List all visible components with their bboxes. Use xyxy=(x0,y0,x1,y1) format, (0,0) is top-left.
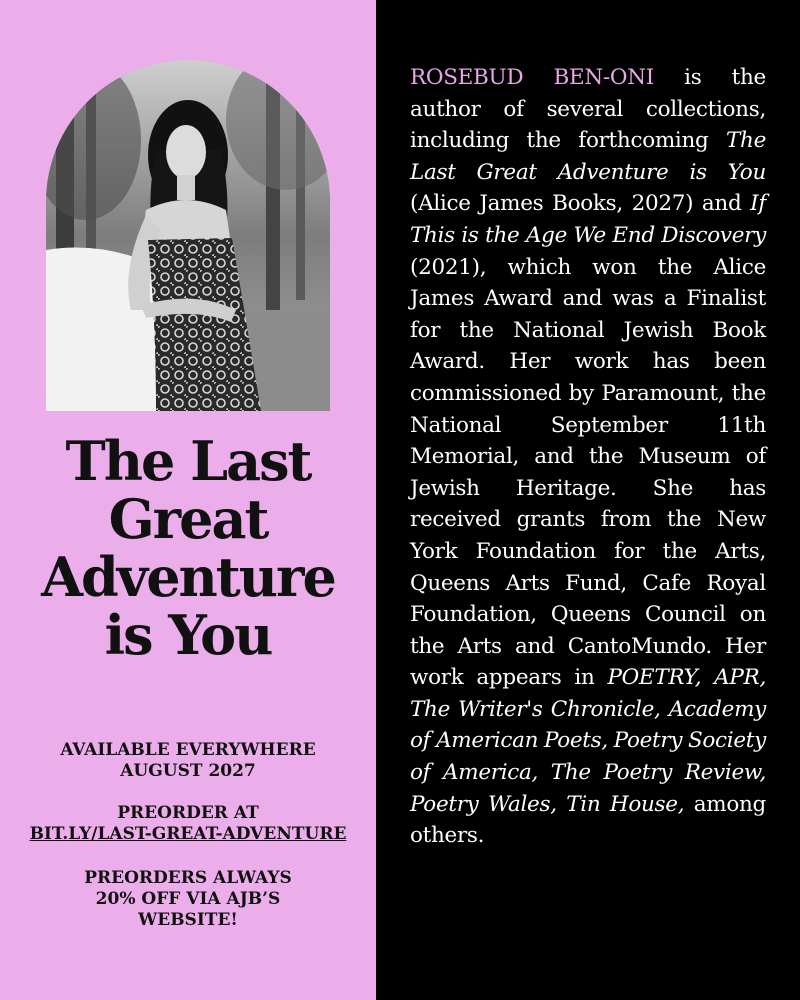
availability-line: AVAILABLE EVERYWHERE xyxy=(60,740,316,760)
title-line: Great xyxy=(108,487,268,551)
title-line: The Last xyxy=(65,429,311,493)
author-name: ROSEBUD BEN-ONI xyxy=(410,65,654,90)
author-bio xyxy=(410,62,766,852)
bio-text: is the author of several collections, including the forthcoming xyxy=(410,65,766,154)
book-title-forthcoming: The Last Great Adventure is You xyxy=(410,128,766,185)
portrait-illustration xyxy=(46,60,330,411)
availability-date: AUGUST 2027 xyxy=(120,761,256,781)
discount-note xyxy=(0,868,376,931)
availability-note xyxy=(0,740,376,782)
author-photo xyxy=(46,60,330,411)
bio-text: (2021), which won the Alice James Award and was a Finalist for the National Jewish Book Award. Her work has been commissioned by Paramount, the National September 11th Memorial, and the Museum of Jewish Heritage. She has received grants from the New York Foundation for the Arts, Queens Arts Fund, Cafe Royal Foundation, Queens Council on the Arts and CantoMundo. Her work appears in xyxy=(410,254,766,691)
book-title-previous: If This is the Age We End Discovery xyxy=(410,191,766,248)
title-line: Adventure xyxy=(41,545,335,609)
left-panel xyxy=(0,0,376,1000)
bio-text: among others. xyxy=(410,791,767,849)
publication-list: POETRY, APR, The Writer's Chronicle, Academy of American Poets, Poetry Society of America, The Poetry Review, Poetry Wales, Tin House, xyxy=(410,665,766,817)
title-line: is You xyxy=(104,603,272,667)
preorder-link[interactable]: BIT.LY/LAST-GREAT-ADVENTURE xyxy=(29,824,347,844)
discount-line: PREORDERS ALWAYS xyxy=(84,868,292,888)
preorder-label: PREORDER AT xyxy=(117,803,259,823)
discount-line: WEBSITE! xyxy=(138,910,238,930)
book-title xyxy=(0,429,376,667)
preorder-note xyxy=(0,803,376,845)
discount-line: 20% OFF VIA AJB’S xyxy=(95,889,281,909)
bio-text: (Alice James Books, 2027) and xyxy=(410,191,751,217)
